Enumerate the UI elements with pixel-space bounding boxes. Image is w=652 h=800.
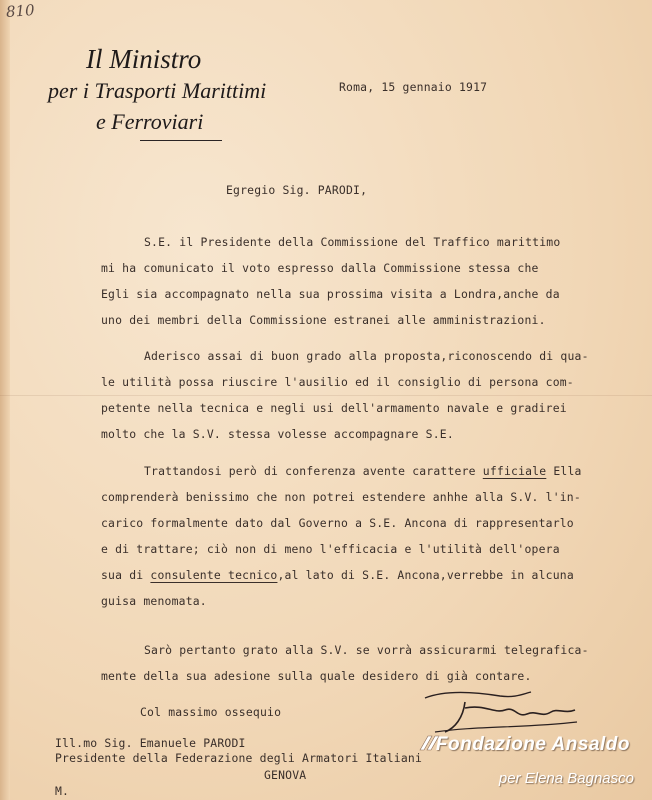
text-run: Ella	[546, 464, 582, 478]
paragraph-line: molto che la S.V. stessa volesse accompagnare S.E.	[101, 427, 454, 441]
paragraph-line: comprenderà benissimo che non potrei estendere anhhe alla S.V. l'in-	[101, 490, 581, 504]
paragraph-line: carico formalmente dato dal Governo a S.E. Ancona di rappresentarlo	[101, 516, 574, 530]
paragraph-line: Sarò pertanto grato alla S.V. se vorrà assicurarmi telegrafica-	[144, 643, 589, 657]
paragraph-line: mente della sua adesione sulla quale desidero di già contare.	[101, 669, 532, 683]
watermark-credit: per Elena Bagnasco	[498, 770, 634, 787]
text-run: sua di	[101, 568, 151, 582]
recipient-line-3: GENOVA	[264, 768, 307, 782]
paragraph-line	[101, 570, 631, 596]
watermark-organization: Fondazione Ansaldo	[435, 734, 630, 755]
letterhead-line-3: e Ferroviari	[96, 109, 204, 134]
underlined-word: ufficiale	[482, 464, 547, 478]
paragraph-line: Aderisco assai di buon grado alla proposta,riconoscendo di qua-	[144, 349, 589, 363]
text-run: Trattandosi però di conferenza avente carattere	[144, 464, 483, 478]
recipient-line-2: Presidente della Federazione degli Armatori Italiani	[55, 751, 423, 765]
paragraph-1	[101, 237, 631, 341]
closing: Col massimo ossequio	[140, 705, 282, 719]
underlined-phrase: consulente tecnico	[150, 568, 278, 582]
paragraph-line	[101, 466, 631, 492]
handwritten-signature	[405, 688, 585, 738]
paragraph-3	[101, 466, 631, 622]
place-date: Roma, 15 gennaio 1917	[339, 80, 488, 94]
letterhead-line-2: per i Trasporti Marittimi	[48, 78, 267, 103]
paragraph-line: S.E. il Presidente della Commissione del Traffico marittimo	[144, 235, 561, 249]
letterhead-rule	[140, 140, 222, 141]
archive-number: 810	[5, 1, 36, 21]
paragraph-line: mi ha comunicato il voto espresso dalla Commissione stessa che	[101, 261, 539, 275]
paragraph-line: e di trattare; ciò non di meno l'efficacia e l'utilità dell'opera	[101, 542, 560, 556]
recipient-line-1: Ill.mo Sig. Emanuele PARODI	[55, 736, 246, 750]
letterhead-line-1: Il Ministro	[86, 44, 202, 74]
text-run: ,al lato di S.E. Ancona,verrebbe in alcuna	[277, 568, 574, 582]
footer-mark: M.	[55, 784, 70, 798]
paragraph-line: le utilità possa riuscire l'ausilio ed il consiglio di persona com-	[101, 375, 574, 389]
paragraph-line: petente nella tecnica e negli usi dell'armamento navale e gradirei	[101, 401, 567, 415]
paragraph-line: Egli sia accompagnato nella sua prossima visita a Londra,anche da	[101, 287, 560, 301]
paragraph-line: uno dei membri della Commissione estranei alle amministrazioni.	[101, 313, 546, 327]
paragraph-2	[101, 351, 631, 455]
paper-edge	[0, 0, 10, 800]
salutation: Egregio Sig. PARODI,	[226, 183, 368, 197]
paragraph-line: guisa menomata.	[101, 594, 207, 608]
